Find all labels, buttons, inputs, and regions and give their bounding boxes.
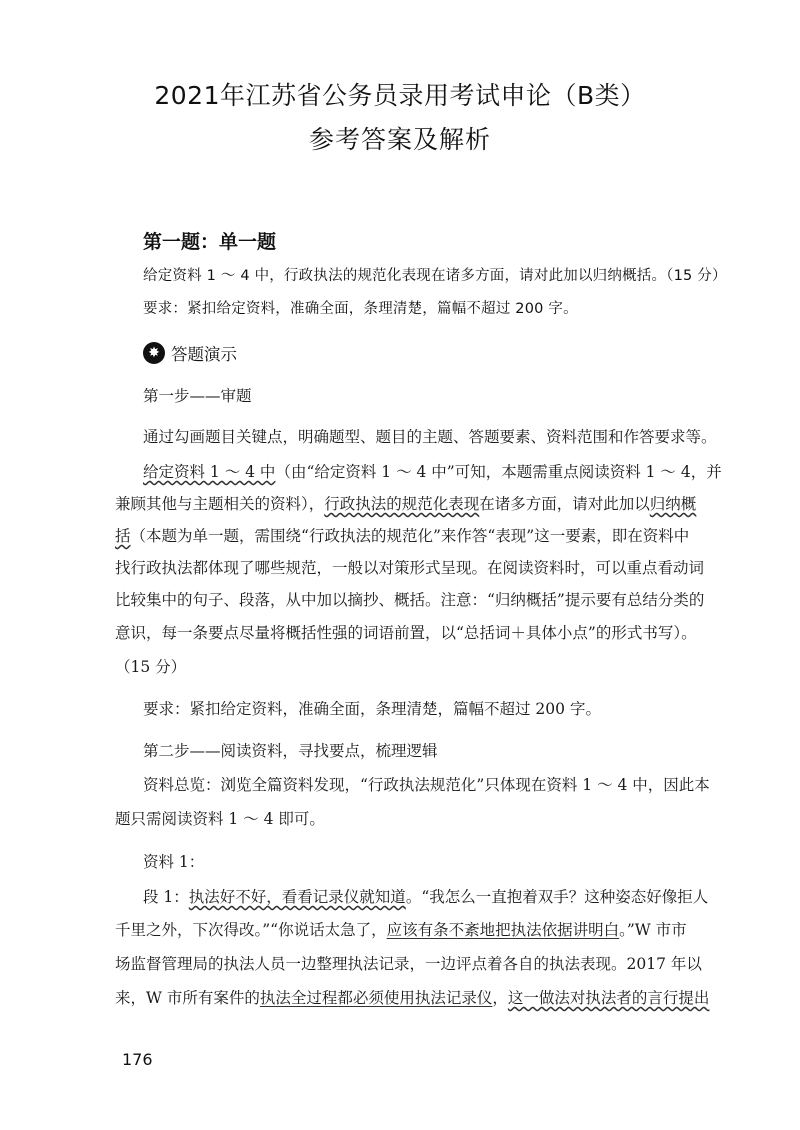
step2-title: 第二步——阅读资料，寻找要点，梳理逻辑 bbox=[143, 742, 438, 760]
step1-intro: 通过勾画题目关键点，明确题型、题目的主题、答题要素、资料范围和作答要求等。 bbox=[143, 428, 717, 446]
step1-title: 第一步——审题 bbox=[143, 387, 252, 405]
answer-demo-icon: ✸ bbox=[143, 342, 165, 364]
analysis-line-2: 兼顾其他与主题相关的资料），行政执法的规范化表现在诸多方面，请对此加以归纳概 bbox=[115, 495, 697, 513]
analysis-line-7: （15 分） bbox=[115, 658, 187, 676]
question-prompt: 给定资料 1 ～ 4 中，行政执法的规范化表现在诸多方面，请对此加以归纳概括。（15 分） bbox=[143, 268, 727, 284]
analysis-line-3: 括（本题为单一题，需围绕“行政执法的规范化”来作答“表现”这一要素，即在资料中 bbox=[115, 527, 690, 545]
keyword-topic: 行政执法的规范化表现 bbox=[324, 495, 480, 513]
paragraph-line-2: 千里之外，下次得改。”“你说话太急了，应该有条不紊地把执法依据讲明白。”W 市市 bbox=[115, 921, 687, 939]
document-title: 2021年江苏省公务员录用考试申论（B类） bbox=[154, 81, 646, 110]
analysis-line-1: 给定资料 1 ～ 4 中（由“给定资料 1 ～ 4 中”可知，本题需重点阅读资料 1 ～ 4，并 bbox=[143, 463, 722, 481]
overview-line-1: 资料总览：浏览全篇资料发现，“行政执法规范化”只体现在资料 1 ～ 4 中，因此本 bbox=[143, 776, 710, 794]
analysis-line-5: 比较集中的句子、段落，从中加以摘抄、概括。注意：“归纳概括”提示要有总结分类的 bbox=[115, 591, 705, 609]
analysis-line-4: 找行政执法都体现了哪些规范，一般以对策形式呈现。在阅读资料时，可以重点看动词 bbox=[115, 559, 705, 577]
body-content bbox=[115, 0, 722, 1130]
step1-requirement: 要求：紧扣给定资料，准确全面，条理清楚，篇幅不超过 200 字。 bbox=[143, 700, 601, 718]
material-label: 资料 1： bbox=[143, 853, 205, 871]
page-number: 176 bbox=[122, 1050, 153, 1069]
keyword-task: 归纳概 bbox=[649, 495, 697, 513]
analysis-line-6: 意识，每一条要点尽量将概括性强的词语前置，以“总括词＋具体小点”的形式书写）。 bbox=[115, 624, 697, 642]
paragraph-line-4: 来，W 市所有案件的执法全过程都必须使用执法记录仪，这一做法对执法者的言行提出 bbox=[115, 989, 710, 1007]
paragraph-line-3: 场监督管理局的执法人员一边整理执法记录，一边评点着各自的执法表现。2017 年以 bbox=[115, 955, 702, 973]
paragraph-line-1: 段 1：执法好不好，看看记录仪就知道。“我怎么一直抱着双手？这种姿态好像拒人 bbox=[143, 888, 709, 906]
question-heading: 第一题：单一题 bbox=[143, 231, 277, 253]
answer-demo-label: 答题演示 bbox=[171, 345, 237, 364]
question-requirement: 要求：紧扣给定资料，准确全面，条理清楚，篇幅不超过 200 字。 bbox=[143, 301, 578, 317]
document-subtitle: 参考答案及解析 bbox=[308, 125, 491, 154]
keyword-material-range: 给定资料 1 ～ 4 中 bbox=[143, 463, 276, 481]
overview-line-2: 题只需阅读资料 1 ～ 4 即可。 bbox=[115, 810, 325, 828]
